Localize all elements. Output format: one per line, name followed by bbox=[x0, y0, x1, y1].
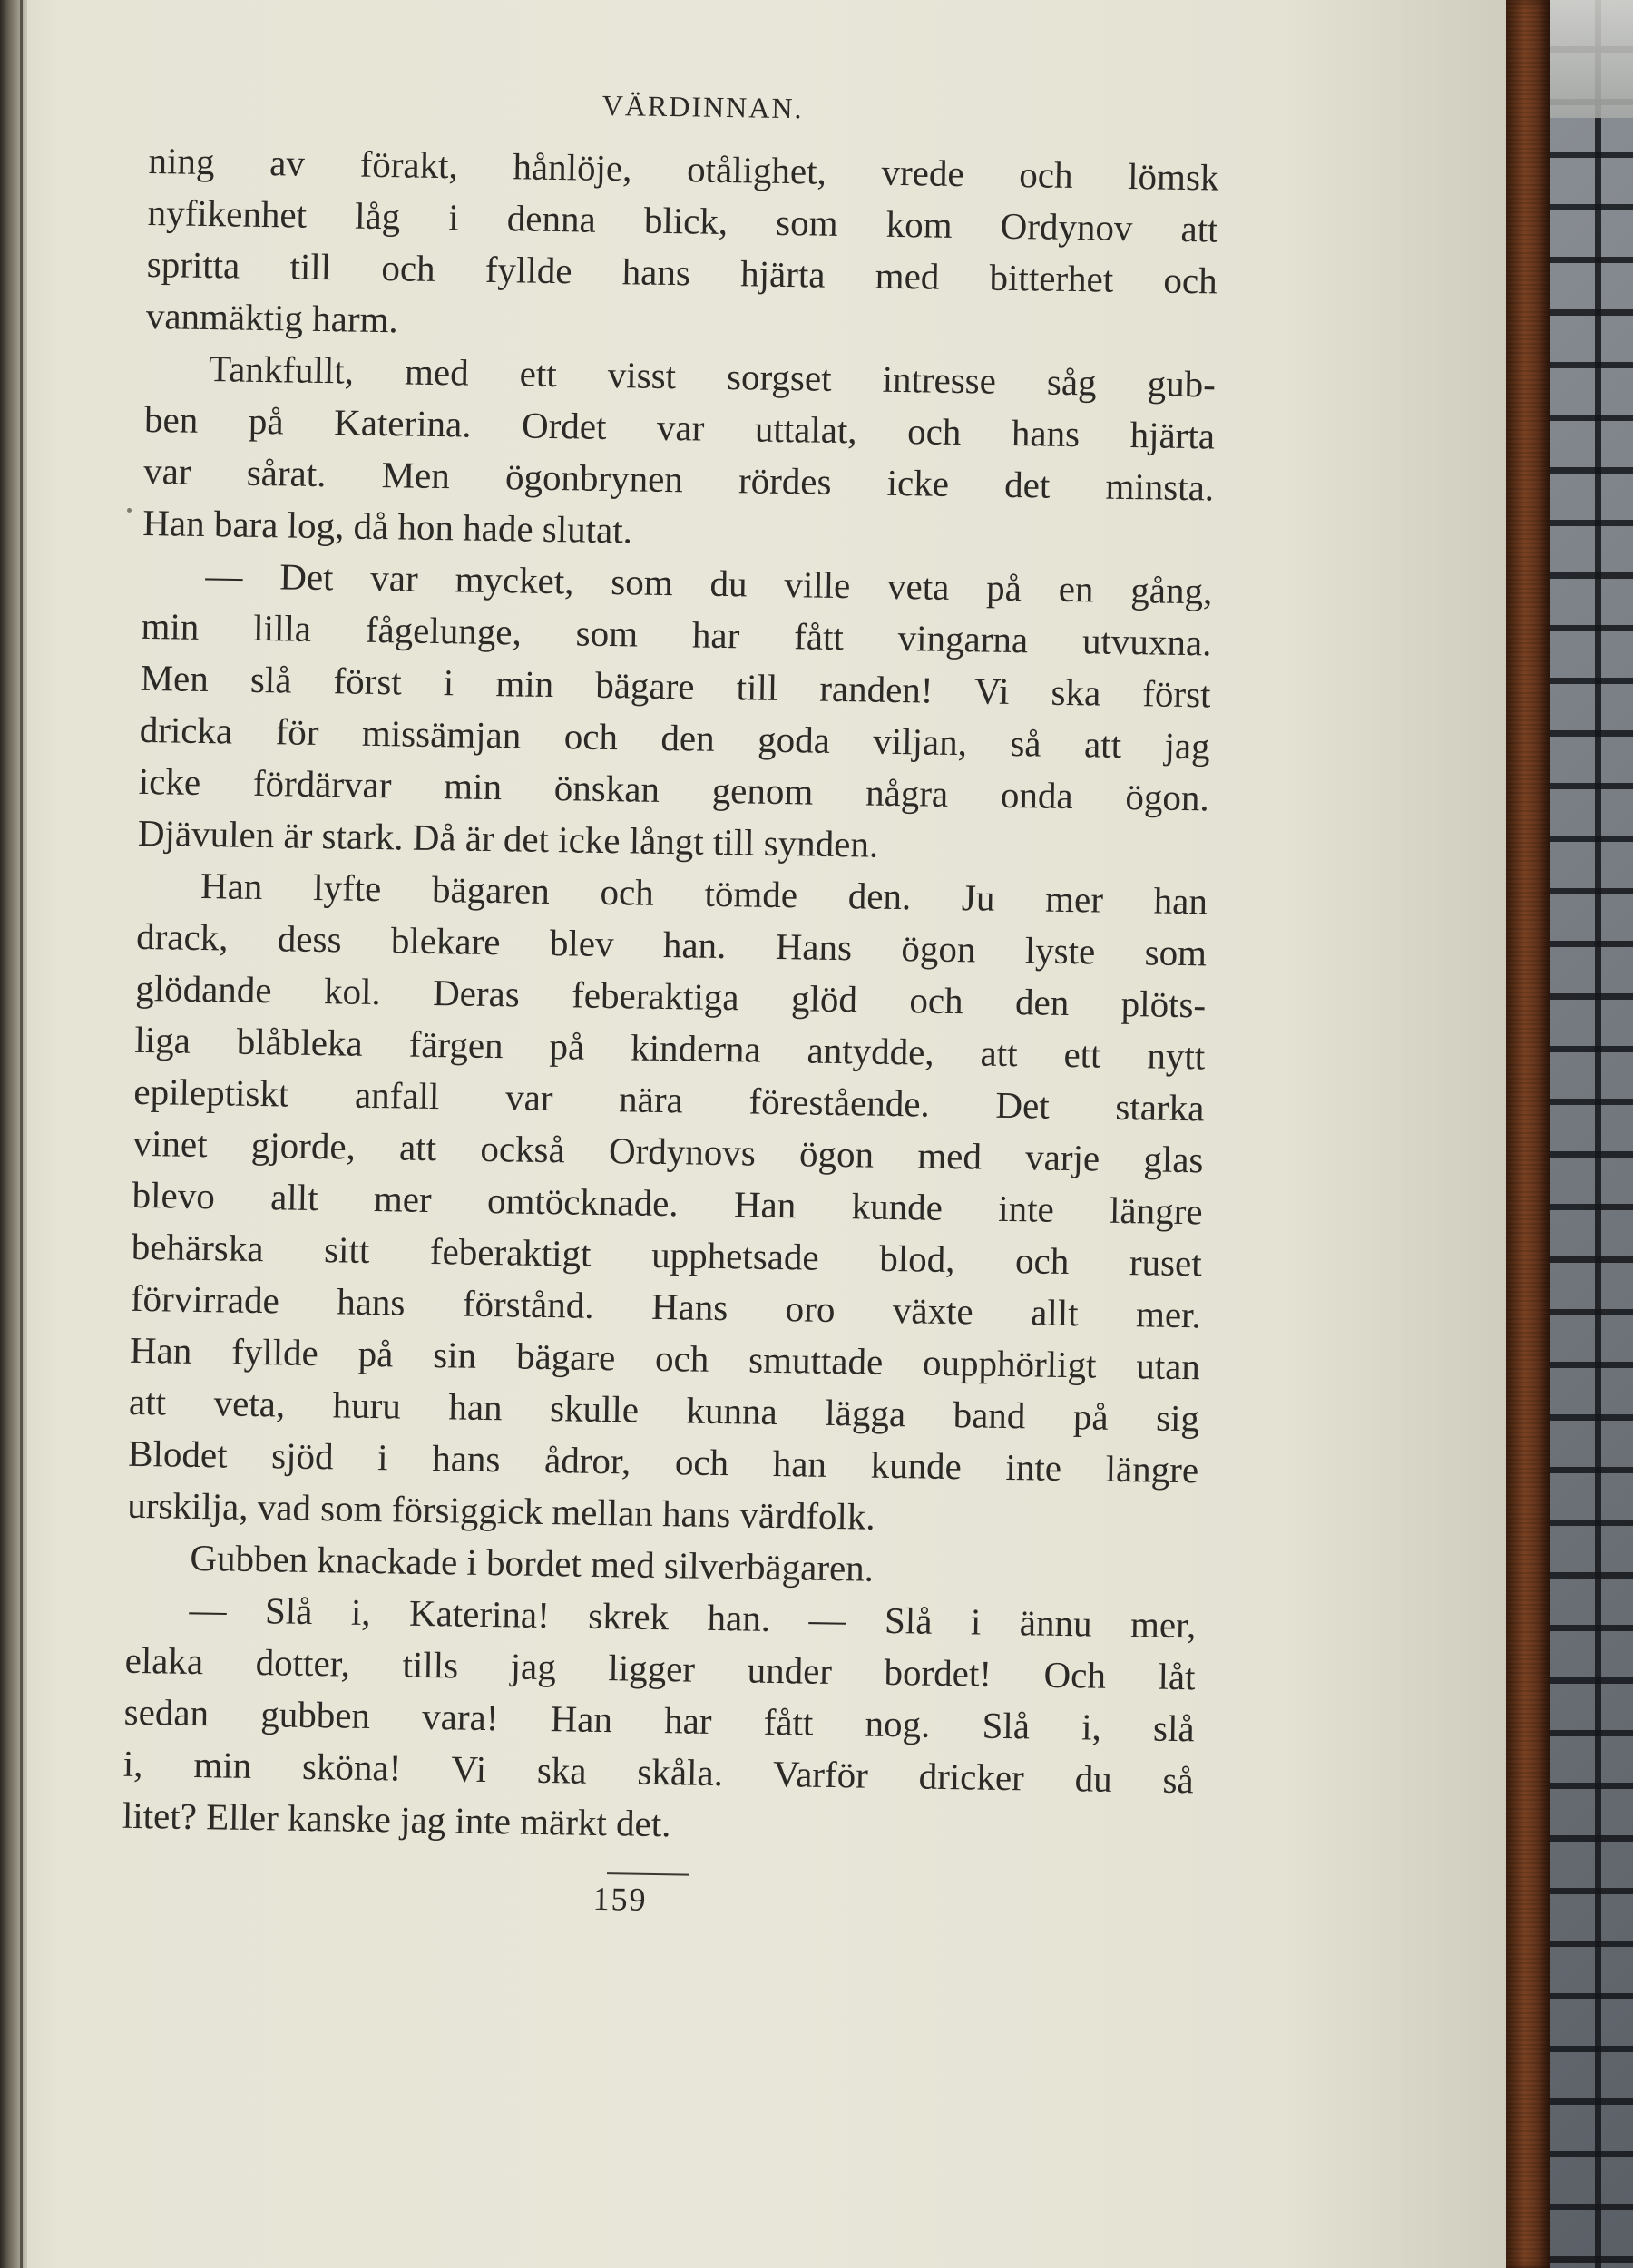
text-line: förvirrade hans förstånd. Hans oro växte allt mer. bbox=[130, 1276, 1202, 1336]
text-line: — Det var mycket, som du ville veta på en gång, bbox=[205, 554, 1213, 612]
text-line: elaka dotter, tills jag ligger under bordet! Och låt bbox=[124, 1638, 1196, 1698]
page-number: 159 bbox=[592, 1880, 648, 1918]
text-line: vinet gjorde, att också Ordynovs ögon med varje glas bbox=[132, 1121, 1204, 1181]
text-line: Men slå först i min bägare till randen! Vi ska först bbox=[140, 656, 1211, 716]
text-line: Han fyllde på sin bägare och smuttade oupphörligt utan bbox=[129, 1328, 1201, 1388]
text-line: Tankfullt, med ett visst sorgset intresse såg gub- bbox=[208, 347, 1217, 406]
body-text bbox=[122, 135, 1219, 1858]
tape-strip bbox=[1542, 0, 1633, 118]
text-block bbox=[121, 82, 1220, 1927]
text-line: spritta till och fyllde hans hjärta med bitterhet och bbox=[146, 242, 1218, 302]
text-line: att veta, huru han skulle kunna lägga band på sig bbox=[128, 1380, 1200, 1440]
text-line: var sårat. Men ögonbrynen rördes icke det minsta. bbox=[142, 449, 1215, 509]
text-line: icke fördärvar min önskan genom några onda ögon. bbox=[138, 759, 1210, 819]
text-line: Han lyfte bägaren och tömde den. Ju mer han bbox=[200, 864, 1208, 923]
text-line: i, min sköna! Vi ska skåla. Varför dricker du så bbox=[122, 1742, 1195, 1802]
text-line: — Slå i, Katerina! skrek han. — Slå i ännu mer, bbox=[189, 1588, 1197, 1647]
text-line: litet? Eller kanske jag inte märkt det. bbox=[122, 1794, 671, 1845]
page-gutter bbox=[0, 0, 27, 2268]
text-line: drack, dess blekare blev han. Hans ögon lyste som bbox=[135, 914, 1208, 974]
text-line: urskilja, vad som försiggick mellan hans värdfolk. bbox=[126, 1483, 876, 1538]
text-line: sedan gubben vara! Han har fått nog. Slå i, slå bbox=[123, 1690, 1195, 1750]
text-line: epileptiskt anfall var nära förestående. Det starka bbox=[133, 1070, 1205, 1129]
paper-speck bbox=[127, 508, 132, 513]
text-line: min lilla fågelunge, som har fått vingarna utvuxna. bbox=[141, 604, 1212, 664]
text-line: ning av förakt, hånlöje, otålighet, vrede och lömsk bbox=[148, 139, 1219, 199]
grid-surface bbox=[1542, 0, 1633, 2268]
text-line: Djävulen är stark. Då är det icke långt till synden. bbox=[137, 811, 879, 865]
running-head: VÄRDINNAN. bbox=[601, 88, 804, 125]
text-line: Han bara log, då hon hade slutat. bbox=[142, 501, 633, 552]
text-line: blevo allt mer omtöcknade. Han kunde inte längre bbox=[132, 1173, 1203, 1233]
text-line: behärska sitt feberaktigt upphetsade blod, och ruset bbox=[131, 1225, 1203, 1285]
text-line: glödande kol. Deras feberaktiga glöd och den plöts- bbox=[134, 966, 1207, 1026]
text-line: nyfikenhet låg i denna blick, som kom Ordynov att bbox=[147, 191, 1218, 250]
text-line: Blodet sjöd i hans ådror, och han kunde inte längre bbox=[127, 1432, 1199, 1491]
text-line: liga blåbleka färgen på kinderna antydde, att ett nytt bbox=[134, 1018, 1206, 1078]
footer-rule bbox=[607, 1872, 689, 1875]
text-line: ben på Katerina. Ordet var uttalat, och hans hjärta bbox=[143, 397, 1216, 457]
text-line: dricka för missämjan och den goda viljan, så att jag bbox=[139, 708, 1211, 767]
text-line: Gubben knackade i bordet med silverbägaren. bbox=[190, 1536, 875, 1589]
gutter-line bbox=[20, 0, 23, 2268]
text-line: vanmäktig harm. bbox=[145, 294, 399, 341]
